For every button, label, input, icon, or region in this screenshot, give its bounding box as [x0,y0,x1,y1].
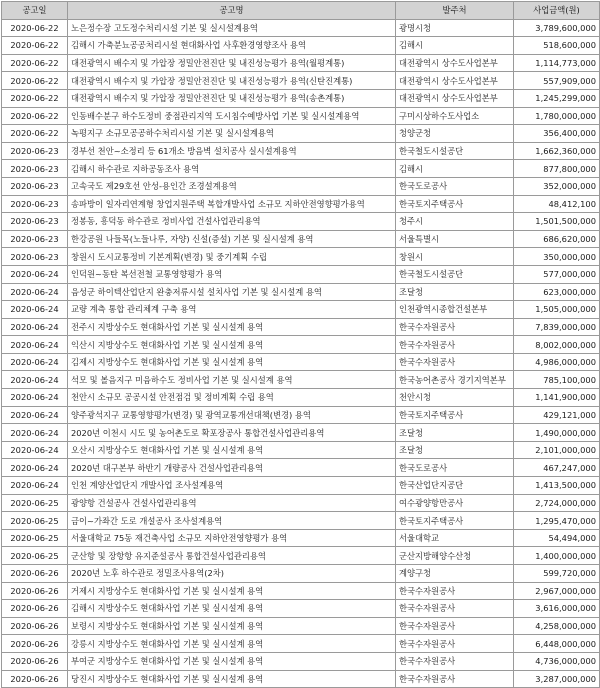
ordering-agency-cell: 서울특별시 [396,230,514,248]
notice-name-cell: 대전광역시 배수지 및 가압장 정밀안전진단 및 내진성능평가 용역(신탄진계통) [68,72,396,90]
notice-date-cell: 2020-06-22 [2,19,68,37]
ordering-agency-cell: 한국수자원공사 [396,582,514,600]
notice-name-cell: 광양항 건설공사 건설사업관리용역 [68,494,396,512]
ordering-agency-cell: 조달청 [396,441,514,459]
notice-name-cell: 노은정수장 고도정수처리시설 기본 및 실시설계용역 [68,19,396,37]
ordering-agency-cell: 청양군청 [396,125,514,143]
project-amount-cell: 2,724,000,000 [514,494,600,512]
notice-date-cell: 2020-06-25 [2,494,68,512]
notice-date-cell: 2020-06-22 [2,107,68,125]
ordering-agency-cell: 한국수자원공사 [396,318,514,336]
ordering-agency-cell: 창원시 [396,248,514,266]
notice-date-cell: 2020-06-24 [2,265,68,283]
notice-name-cell: 강릉시 지방상수도 현대화사업 기본 및 실시설계 용역 [68,635,396,653]
ordering-agency-cell: 한국수자원공사 [396,617,514,635]
notice-name-cell: 인동배수분구 하수도정비 중점관리지역 도시침수예방사업 기본 및 실시설계용역 [68,107,396,125]
table-row [2,213,600,231]
notice-name-cell: 인덕원~동탄 복선전철 교통영향평가 용역 [68,265,396,283]
project-amount-cell: 1,400,000,000 [514,547,600,565]
notice-date-cell: 2020-06-24 [2,441,68,459]
header-notice-date: 공고일 [2,2,68,20]
project-amount-cell: 352,000,000 [514,177,600,195]
notice-name-cell: 창원시 도시교통정비 기본계획(변경) 및 중기계획 수립 [68,248,396,266]
notice-date-cell: 2020-06-23 [2,177,68,195]
notice-name-cell: 경부선 천안~소정리 등 61개소 방음벽 설치공사 실시설계용역 [68,142,396,160]
ordering-agency-cell: 한국수자원공사 [396,600,514,618]
notice-name-cell: 부여군 지방상수도 현대화사업 기본 및 실시설계 용역 [68,652,396,670]
notice-name-cell: 교량 계측 통합 관리체계 구축 용역 [68,301,396,319]
notice-name-cell: 김해시 가축분뇨공공처리시설 현대화사업 사후환경영향조사 용역 [68,37,396,55]
table-row [2,477,600,495]
table-row [2,512,600,530]
project-amount-cell: 1,490,000,000 [514,424,600,442]
project-amount-cell: 48,412,100 [514,195,600,213]
ordering-agency-cell: 조달청 [396,424,514,442]
notice-name-cell: 2020년 노후 하수관로 정밀조사용역(2차) [68,565,396,583]
table-row [2,125,600,143]
ordering-agency-cell: 한국수자원공사 [396,670,514,688]
ordering-agency-cell: 광명시청 [396,19,514,37]
table-row [2,441,600,459]
header-ordering-agency: 발주처 [396,2,514,20]
notice-name-cell: 천안시 소규모 공공시설 안전점검 및 정비계획 수립 용역 [68,389,396,407]
notice-name-cell: 보령시 지방상수도 현대화사업 기본 및 실시설계 용역 [68,617,396,635]
project-amount-cell: 2,101,000,000 [514,441,600,459]
header-project-amount: 사업금액(원) [514,2,600,20]
notice-name-cell: 전주시 지방상수도 현대화사업 기본 및 실시설계 용역 [68,318,396,336]
table-row [2,195,600,213]
notice-date-cell: 2020-06-25 [2,512,68,530]
project-amount-cell: 4,736,000,000 [514,652,600,670]
project-amount-cell: 1,245,299,000 [514,89,600,107]
notice-name-cell: 2020년 대구본부 하반기 개량공사 건설사업관리용역 [68,459,396,477]
ordering-agency-cell: 한국수자원공사 [396,652,514,670]
ordering-agency-cell: 김해시 [396,160,514,178]
notice-name-cell: 당진시 지방상수도 현대화사업 기본 및 실시설계 용역 [68,670,396,688]
notice-name-cell: 녹평지구 소규모공공하수처리시설 기본 및 실시설계용역 [68,125,396,143]
project-amount-cell: 4,986,000,000 [514,353,600,371]
project-amount-cell: 6,448,000,000 [514,635,600,653]
table-row [2,230,600,248]
project-amount-cell: 2,967,000,000 [514,582,600,600]
project-amount-cell: 599,720,000 [514,565,600,583]
project-amount-cell: 3,789,600,000 [514,19,600,37]
notice-date-cell: 2020-06-25 [2,547,68,565]
ordering-agency-cell: 한국토지주택공사 [396,195,514,213]
notice-date-cell: 2020-06-23 [2,142,68,160]
table-row [2,54,600,72]
table-row [2,336,600,354]
notice-date-cell: 2020-06-26 [2,565,68,583]
ordering-agency-cell: 김해시 [396,37,514,55]
notice-date-cell: 2020-06-24 [2,459,68,477]
project-amount-cell: 518,600,000 [514,37,600,55]
notice-date-cell: 2020-06-25 [2,529,68,547]
project-amount-cell: 356,400,000 [514,125,600,143]
ordering-agency-cell: 대전광역시 상수도사업본부 [396,72,514,90]
notice-name-cell: 거제시 지방상수도 현대화사업 기본 및 실시설계 용역 [68,582,396,600]
notice-name-cell: 익산시 지방상수도 현대화사업 기본 및 실시설계 용역 [68,336,396,354]
notice-name-cell: 서울대학교 75동 재건축사업 소규모 지하안전영향평가 용역 [68,529,396,547]
table-body [2,19,600,688]
table-row [2,283,600,301]
notice-date-cell: 2020-06-26 [2,600,68,618]
project-amount-cell: 1,780,000,000 [514,107,600,125]
notice-date-cell: 2020-06-22 [2,89,68,107]
project-amount-cell: 877,800,000 [514,160,600,178]
table-row [2,142,600,160]
table-row [2,582,600,600]
project-amount-cell: 3,616,000,000 [514,600,600,618]
table-header-row [2,2,600,20]
notice-date-cell: 2020-06-24 [2,424,68,442]
ordering-agency-cell: 한국철도시설공단 [396,142,514,160]
notice-date-cell: 2020-06-22 [2,54,68,72]
notice-name-cell: 송파방이 일자리연계형 창업지원주택 복합개발사업 소규모 지하안전영향평가용역 [68,195,396,213]
notice-name-cell: 금이~가좌간 도로 개설공사 조사설계용역 [68,512,396,530]
notice-name-cell: 한강공원 나들목(노들나루, 자양) 신설(증설) 기본 및 실시설계 용역 [68,230,396,248]
ordering-agency-cell: 계양구청 [396,565,514,583]
table-row [2,652,600,670]
ordering-agency-cell: 여수광양항만공사 [396,494,514,512]
notice-name-cell: 대전광역시 배수지 및 가압장 정밀안전진단 및 내진성능평가 용역(송촌계통) [68,89,396,107]
notice-name-cell: 고속국도 제29호선 안성-용인간 조경설계용역 [68,177,396,195]
notice-name-cell: 김제시 지방상수도 현대화사업 기본 및 실시설계 용역 [68,353,396,371]
project-amount-cell: 577,000,000 [514,265,600,283]
notice-name-cell: 음성군 하이텍산업단지 완충저류시설 설치사업 기본 및 실시설계 용역 [68,283,396,301]
notice-name-cell: 김해시 하수관로 지하공동조사 용역 [68,160,396,178]
table-row [2,177,600,195]
table-row [2,529,600,547]
notice-date-cell: 2020-06-24 [2,389,68,407]
notice-date-cell: 2020-06-26 [2,582,68,600]
table-row [2,600,600,618]
notice-date-cell: 2020-06-24 [2,336,68,354]
table-row [2,19,600,37]
notice-name-cell: 2020년 이천시 시도 및 농어촌도로 확포장공사 통합건설사업관리용역 [68,424,396,442]
project-amount-cell: 557,909,000 [514,72,600,90]
table-row [2,371,600,389]
ordering-agency-cell: 한국농어촌공사 경기지역본부 [396,371,514,389]
project-amount-cell: 350,000,000 [514,248,600,266]
table-row [2,547,600,565]
table-row [2,459,600,477]
project-amount-cell: 467,247,000 [514,459,600,477]
project-amount-cell: 1,501,500,000 [514,213,600,231]
project-amount-cell: 3,287,000,000 [514,670,600,688]
ordering-agency-cell: 대전광역시 상수도사업본부 [396,54,514,72]
table-row [2,72,600,90]
project-amount-cell: 54,494,000 [514,529,600,547]
notice-date-cell: 2020-06-24 [2,371,68,389]
notice-date-cell: 2020-06-22 [2,37,68,55]
notice-date-cell: 2020-06-24 [2,318,68,336]
header-notice-name: 공고명 [68,2,396,20]
notice-name-cell: 석모 및 볼음지구 미음하수도 정비사업 기본 및 실시설계 용역 [68,371,396,389]
notice-date-cell: 2020-06-24 [2,477,68,495]
notice-name-cell: 대전광역시 배수지 및 가압장 정밀안전진단 및 내진성능평가 용역(월평계통) [68,54,396,72]
table-row [2,265,600,283]
table-row [2,565,600,583]
table-row [2,301,600,319]
notice-name-cell: 인천 계양산업단지 개발사업 조사설계용역 [68,477,396,495]
notice-date-cell: 2020-06-26 [2,670,68,688]
notice-date-cell: 2020-06-23 [2,213,68,231]
notice-date-cell: 2020-06-26 [2,635,68,653]
project-amount-cell: 1,295,470,000 [514,512,600,530]
table-row [2,670,600,688]
project-amount-cell: 1,114,773,000 [514,54,600,72]
ordering-agency-cell: 인천광역시종합건설본부 [396,301,514,319]
ordering-agency-cell: 한국수자원공사 [396,336,514,354]
ordering-agency-cell: 군산지방해양수산청 [396,547,514,565]
project-amount-cell: 785,100,000 [514,371,600,389]
ordering-agency-cell: 천안시청 [396,389,514,407]
notice-date-cell: 2020-06-24 [2,283,68,301]
table-row [2,160,600,178]
project-amount-cell: 1,413,500,000 [514,477,600,495]
project-amount-cell: 1,141,900,000 [514,389,600,407]
notice-date-cell: 2020-06-22 [2,125,68,143]
ordering-agency-cell: 한국철도시설공단 [396,265,514,283]
ordering-agency-cell: 서울대학교 [396,529,514,547]
notice-name-cell: 김해시 지방상수도 현대화사업 기본 및 실시설계 용역 [68,600,396,618]
notice-date-cell: 2020-06-26 [2,617,68,635]
table-row [2,406,600,424]
ordering-agency-cell: 청주시 [396,213,514,231]
table-row [2,37,600,55]
project-amount-cell: 429,121,000 [514,406,600,424]
ordering-agency-cell: 대전광역시 상수도사업본부 [396,89,514,107]
ordering-agency-cell: 한국토지주택공사 [396,512,514,530]
notice-name-cell: 군산항 및 장항항 유지준설공사 통합건설사업관리용역 [68,547,396,565]
notice-date-cell: 2020-06-23 [2,230,68,248]
notice-name-cell: 양주광석지구 교통영향평가(변경) 및 광역교통개선대책(변경) 용역 [68,406,396,424]
notice-date-cell: 2020-06-24 [2,301,68,319]
notice-date-cell: 2020-06-24 [2,353,68,371]
bid-notice-table [1,1,600,688]
notice-name-cell: 정봉동, 흥덕동 하수관로 정비사업 건설사업관리용역 [68,213,396,231]
ordering-agency-cell: 한국토지주택공사 [396,406,514,424]
table-row [2,353,600,371]
table-row [2,424,600,442]
table-row [2,89,600,107]
project-amount-cell: 8,002,000,000 [514,336,600,354]
notice-date-cell: 2020-06-23 [2,160,68,178]
ordering-agency-cell: 구미시상하수도사업소 [396,107,514,125]
project-amount-cell: 1,505,000,000 [514,301,600,319]
ordering-agency-cell: 한국도로공사 [396,459,514,477]
project-amount-cell: 1,662,360,000 [514,142,600,160]
ordering-agency-cell: 한국산업단지공단 [396,477,514,495]
project-amount-cell: 7,839,000,000 [514,318,600,336]
ordering-agency-cell: 한국도로공사 [396,177,514,195]
project-amount-cell: 686,620,000 [514,230,600,248]
notice-name-cell: 오산시 지방상수도 현대화사업 기본 및 실시설계 용역 [68,441,396,459]
notice-date-cell: 2020-06-26 [2,652,68,670]
table-row [2,635,600,653]
notice-date-cell: 2020-06-22 [2,72,68,90]
table-row [2,248,600,266]
notice-date-cell: 2020-06-23 [2,195,68,213]
notice-date-cell: 2020-06-24 [2,406,68,424]
project-amount-cell: 623,000,000 [514,283,600,301]
project-amount-cell: 4,258,000,000 [514,617,600,635]
ordering-agency-cell: 조달청 [396,283,514,301]
ordering-agency-cell: 한국수자원공사 [396,635,514,653]
table-row [2,318,600,336]
notice-date-cell: 2020-06-23 [2,248,68,266]
table-row [2,389,600,407]
table-row [2,494,600,512]
table-row [2,107,600,125]
ordering-agency-cell: 한국수자원공사 [396,353,514,371]
